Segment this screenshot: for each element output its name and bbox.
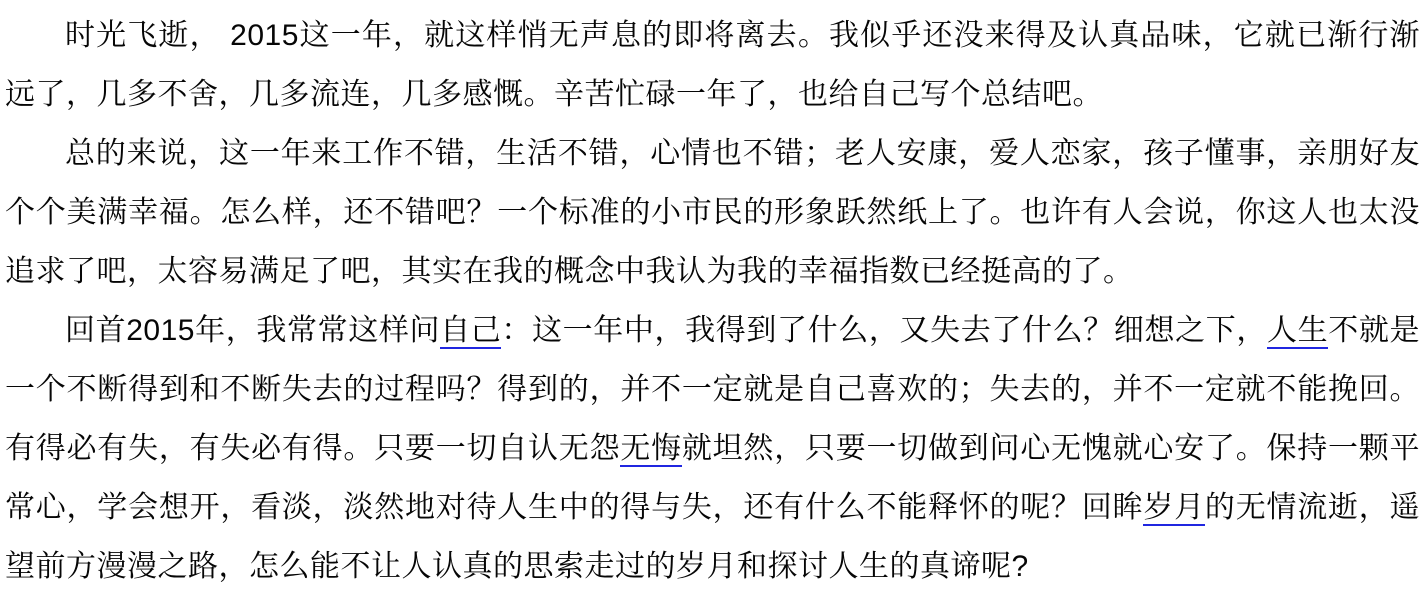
keyword-link[interactable]: 自己: [440, 314, 502, 347]
keyword-link[interactable]: 岁月: [1143, 491, 1205, 524]
text-run: 不就是一个不断得到和不断失去的过程吗？得到的，并不一定就是自己喜欢的；失去的，并不一定就不能挽回。有得必有失，有失必有得。只要一切自认无怨: [5, 314, 1420, 465]
text-run: 回首2015年，我常常这样问: [65, 314, 441, 347]
text-run: 的无情流逝，遥望前方漫漫之路，怎么能不让人认真的思索走过的岁月和探讨人生的真谛呢?: [5, 491, 1421, 583]
paragraph-3: [5, 301, 1420, 596]
text-run: 就坦然，只要一切做到问心无愧就心安了。保持一颗平常心，学会想开，看淡，淡然地对待人生中的得与失，还有什么不能释怀的呢？回眸: [5, 432, 1421, 524]
text-run: 时光飞逝， 2015这一年，就这样悄无声息的即将离去。我似乎还没来得及认真品味，它就已渐行渐远了，几多不舍，几多流连，几多感慨。辛苦忙碌一年了，也给自己写个总结吧。: [5, 19, 1420, 111]
paragraph-1: [5, 6, 1420, 124]
keyword-link[interactable]: 无悔: [620, 432, 682, 465]
text-run: 总的来说，这一年来工作不错，生活不错，心情也不错；老人安康，爱人恋家，孩子懂事，亲朋好友个个美满幸福。怎么样，还不错吧？一个标准的小市民的形象跃然纸上了。也许有人会说，你这人也太没追求了吧，太容易满足了吧，其实在我的概念中我认为我的幸福指数已经挺高的了。: [5, 137, 1420, 288]
keyword-link[interactable]: 人生: [1267, 314, 1329, 347]
paragraph-2: [5, 124, 1420, 301]
text-run: ：这一年中，我得到了什么，又失去了什么？细想之下，: [501, 314, 1267, 347]
